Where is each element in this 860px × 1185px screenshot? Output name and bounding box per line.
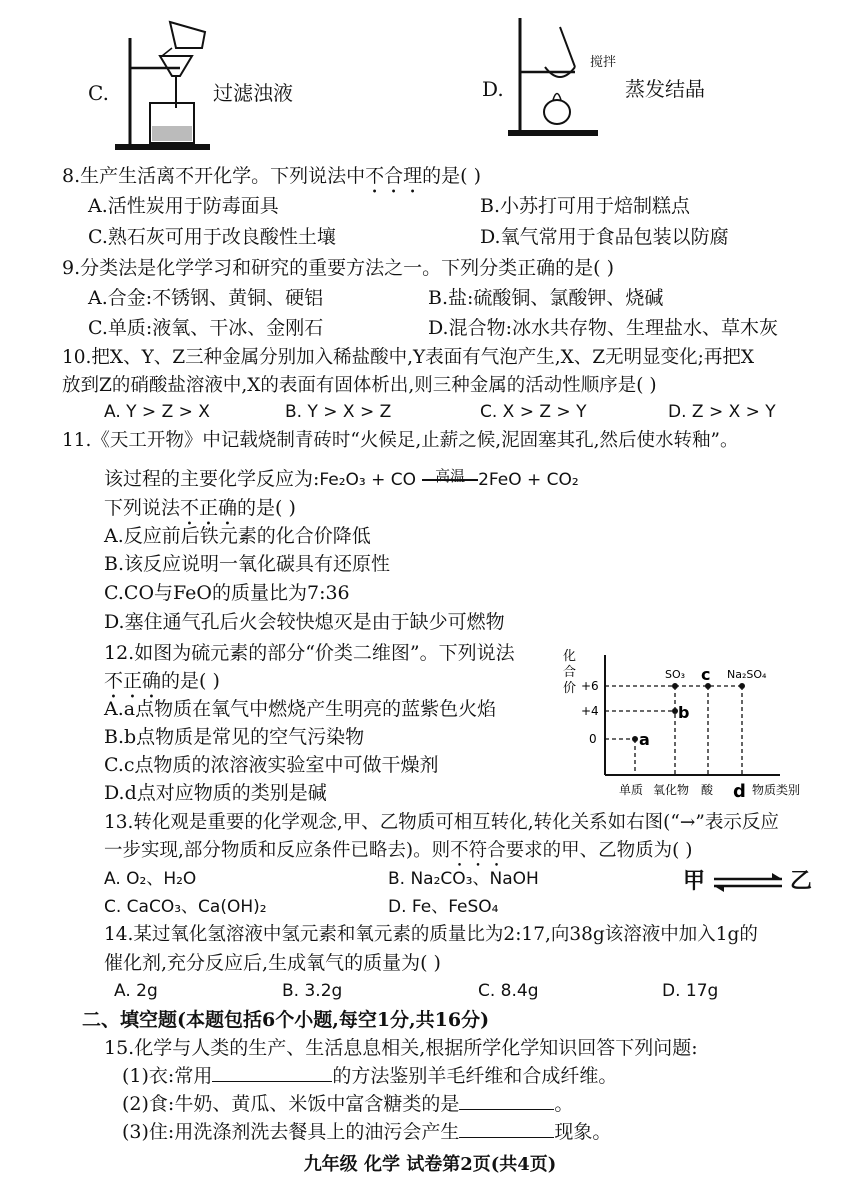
q12-line1: 12.如图为硫元素的部分“价类二维图”。下列说法 <box>104 642 515 664</box>
q11-line1: 11.《天工开物》中记载烧制青砖时“火候足,止薪之候,泥固塞其孔,然后使水转釉”。 <box>62 430 739 451</box>
q13-option-c: C. CaCO₃、Ca(OH)₂ <box>104 897 267 917</box>
yi-label: 乙 <box>790 868 813 894</box>
q8-option-d: D.氧气常用于食品包装以防腐 <box>480 226 729 248</box>
q14-option-b: B. 3.2g <box>282 981 343 1001</box>
two-way-arrow-icon <box>710 870 788 894</box>
q11-stem: 下列说法不正确的是( ) <box>104 497 296 519</box>
q9-option-b: B.盐:硫酸铜、氯酸钾、烧碱 <box>428 287 664 309</box>
point-so3-mark <box>672 683 678 689</box>
q14-option-d: D. 17g <box>662 981 719 1001</box>
q14-line2: 催化剂,充分反应后,生成氧气的质量为( ) <box>104 952 441 974</box>
point-a-label: a <box>639 730 650 749</box>
q10-option-a: A. Y > Z > X <box>104 402 210 422</box>
q12-option-c: C.c点物质的浓溶液实验室中可做干燥剂 <box>104 754 439 776</box>
q14-line1: 14.某过氧化氢溶液中氢元素和氧元素的质量比为2:17,向38g该溶液中加入1g的 <box>104 924 758 945</box>
q11-option-a: A.反应前后铁元素的化合价降低 <box>104 525 371 547</box>
point-d-label: d <box>733 781 746 802</box>
label-na2so4: Na₂SO₄ <box>727 668 767 681</box>
q15-blank-1[interactable] <box>212 1063 332 1082</box>
q9-stem: 9.分类法是化学学习和研究的重要方法之一。下列分类正确的是( ) <box>62 257 614 279</box>
q11-option-b: B.该反应说明一氧化碳具有还原性 <box>104 553 391 575</box>
point-na2so4-mark <box>739 683 745 689</box>
q12-option-b: B.b点物质是常见的空气污染物 <box>104 726 365 748</box>
valence-class-chart <box>555 640 815 815</box>
q15-stem: 15.化学与人类的生产、生活息息相关,根据所学化学知识回答下列问题: <box>104 1037 698 1059</box>
x-cat-oxide: 氧化物 <box>653 783 690 797</box>
q10-line1: 10.把X、Y、Z三种金属分别加入稀盐酸中,Y表面有气泡产生,X、Z无明显变化;再把X <box>62 347 755 368</box>
q9-option-d: D.混合物:冰水共存物、生理盐水、草木灰 <box>428 317 778 339</box>
y-label-char-2: 合 <box>563 665 577 680</box>
q14-option-c: C. 8.4g <box>478 981 539 1001</box>
option-d-caption: 蒸发结晶 <box>625 77 705 101</box>
q10-option-d: D. Z > X > Y <box>668 402 776 422</box>
q15-part3: (3)住:用洗涤剂洗去餐具上的油污会产生 现象。 <box>122 1121 612 1143</box>
q13-option-a: A. O₂、H₂O <box>104 869 197 889</box>
q13-option-b: B. Na₂CO₃、NaOH <box>388 869 539 889</box>
q8-stem: 8.生产生活离不开化学。下列说法中不合理的是( ) <box>62 165 482 187</box>
q8-option-a: A.活性炭用于防毒面具 <box>88 195 279 217</box>
q13-line2: 一步实现,部分物质和反应条件已略去)。则不符合要求的甲、乙物质为( ) <box>104 840 693 861</box>
y-tick-plus4: +4 <box>581 704 599 718</box>
section2-heading: 二、填空题(本题包括6个小题,每空1分,共16分) <box>82 1009 490 1031</box>
jia-label: 甲 <box>683 868 706 894</box>
option-c-caption: 过滤浊液 <box>213 81 293 105</box>
y-label-char-1: 化 <box>563 649 577 664</box>
option-d-letter: D. <box>482 77 504 101</box>
q8-option-c: C.熟石灰可用于改良酸性土壤 <box>88 226 336 248</box>
q12-option-d: D.d点对应物质的类别是碱 <box>104 782 327 804</box>
x-cat-elemental: 单质 <box>619 783 644 797</box>
q10-option-c: C. X > Z > Y <box>480 402 587 422</box>
q12-line2: 不正确的是( ) <box>104 670 220 692</box>
option-c-letter: C. <box>88 81 109 105</box>
q15-part1: (1)衣:常用 的方法鉴别羊毛纤维和合成纤维。 <box>122 1065 618 1087</box>
q10-option-b: B. Y > X > Z <box>285 402 392 422</box>
q13-option-d: D. Fe、FeSO₄ <box>388 897 499 917</box>
q15-blank-3[interactable] <box>459 1119 554 1138</box>
y-tick-plus6: +6 <box>581 679 599 693</box>
point-c-label: c <box>701 665 711 684</box>
q15-blank-2[interactable] <box>459 1091 554 1110</box>
filtration-apparatus-icon <box>110 18 220 153</box>
x-axis-label: 物质类别 <box>752 783 801 797</box>
y-label-char-3: 价 <box>563 681 577 696</box>
q9-option-a: A.合金:不锈钢、黄铜、硬铝 <box>88 287 324 309</box>
x-cat-acid: 酸 <box>701 783 714 797</box>
q8-option-b: B.小苏打可用于焙制糕点 <box>480 195 691 217</box>
q9-option-c: C.单质:液氧、干冰、金刚石 <box>88 317 324 339</box>
q11-option-d: D.塞住通气孔后火会较快熄灭是由于缺少可燃物 <box>104 611 505 633</box>
y-tick-zero: 0 <box>589 732 597 746</box>
q12-option-a: A.a点物质在氧气中燃烧产生明亮的蓝紫色火焰 <box>104 698 497 720</box>
q11-equation: 该过程的主要化学反应为:Fe₂O₃ + CO 高温 2FeO + CO₂ <box>104 466 579 493</box>
page-footer: 九年级 化学 试卷第2页(共4页) <box>303 1154 557 1175</box>
q11-option-c: C.CO与FeO的质量比为7:36 <box>104 582 350 604</box>
q11-eq-condition: 高温 <box>435 467 466 485</box>
stir-label: 搅拌 <box>590 55 617 70</box>
q13-line1: 13.转化观是重要的化学观念,甲、乙物质可相互转化,转化关系如右图(“→”表示反应 <box>104 812 779 833</box>
evaporation-apparatus-icon <box>505 12 605 142</box>
q10-line2: 放到Z的硝酸盐溶液中,X的表面有固体析出,则三种金属的活动性顺序是( ) <box>62 375 657 396</box>
point-a-mark <box>632 736 638 742</box>
q14-option-a: A. 2g <box>114 981 158 1001</box>
label-so3: SO₃ <box>665 668 686 681</box>
q15-part2: (2)食:牛奶、黄瓜、米饭中富含糖类的是 。 <box>122 1093 574 1115</box>
point-b-label: b <box>678 703 690 722</box>
